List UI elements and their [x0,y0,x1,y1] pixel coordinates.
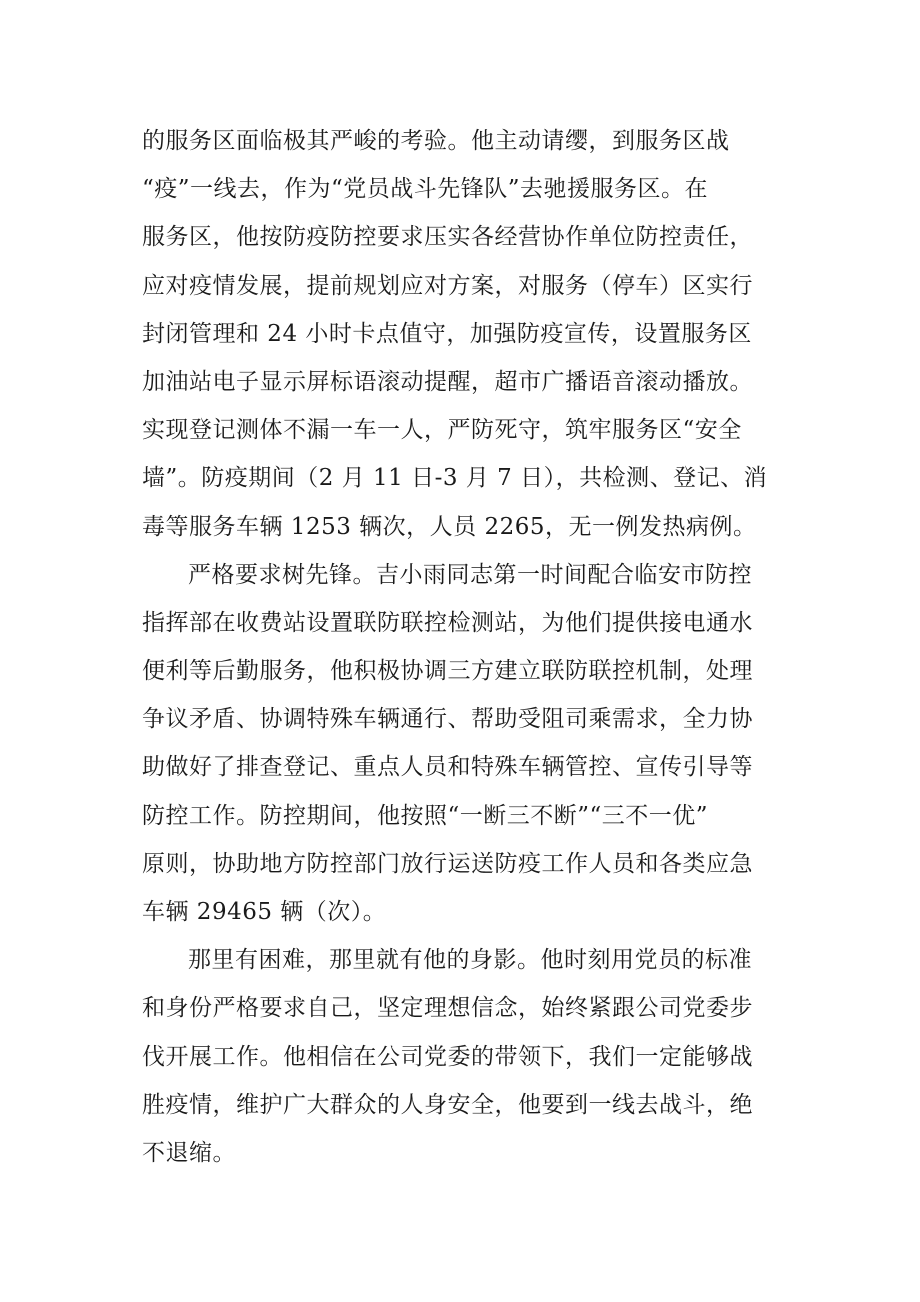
text-line: 争议矛盾、协调特殊车辆通行、帮助受阻司乘需求，全力协 [142,706,753,733]
text-line: 的服务区面临极其严峻的考验。他主动请缨，到服务区战 [142,128,730,154]
text-line: 伐开展工作。他相信在公司党委的带领下，我们一定能够战 [142,1043,753,1070]
paragraph-3 [142,936,782,1177]
text-line: 助做好了排查登记、重点人员和特殊车辆管控、宣传引导等 [142,754,753,781]
text-line: 实现登记测体不漏一车一人，严防死守，筑牢服务区“安全 [142,417,742,444]
text-line: 封闭管理和 24 小时卡点值守，加强防疫宣传，设置服务区 [142,320,752,347]
text-line: 毒等服务车辆 1253 辆次，人员 2265，无一例发热病例。 [142,513,757,540]
text-line: “疫”一线去，作为“党员战斗先锋队”去驰援服务区。在 [142,176,709,203]
text-line: 便利等后勤服务，他积极协调三方建立联防联控机制，处理 [142,658,753,685]
text-line: 和身份严格要求自己，坚定理想信念，始终紧跟公司党委步 [142,995,753,1022]
text-line: 胜疫情，维护广大群众的人身安全，他要到一线去战斗，绝 [142,1091,753,1118]
text-line: 不退缩。 [142,1139,236,1166]
text-line: 车辆 29465 辆（次）。 [142,899,387,925]
document-body [142,117,782,1177]
text-line: 防控工作。防控期间，他按照“一断三不断”“三不一优” [142,802,709,829]
text-line-indented: 严格要求树先锋。吉小雨同志第一时间配合临安市防控 [188,561,752,588]
text-line: 墙”。防疫期间（2 月 11 日-3 月 7 日），共检测、登记、消 [142,465,768,492]
paragraph-1 [142,117,782,551]
text-line: 原则，协助地方防控部门放行运送防疫工作人员和各类应急 [142,850,753,877]
text-line: 加油站电子显示屏标语滚动提醒，超市广播语音滚动播放。 [142,368,753,395]
text-line: 服务区，他按防疫防控要求压实各经营协作单位防控责任， [142,224,753,251]
paragraph-2 [142,551,782,937]
text-line-indented: 那里有困难，那里就有他的身影。他时刻用党员的标准 [188,947,752,974]
text-line: 应对疫情发展，提前规划应对方案，对服务（停车）区实行 [142,272,753,299]
text-line: 指挥部在收费站设置联防联控检测站，为他们提供接电通水 [142,609,753,636]
